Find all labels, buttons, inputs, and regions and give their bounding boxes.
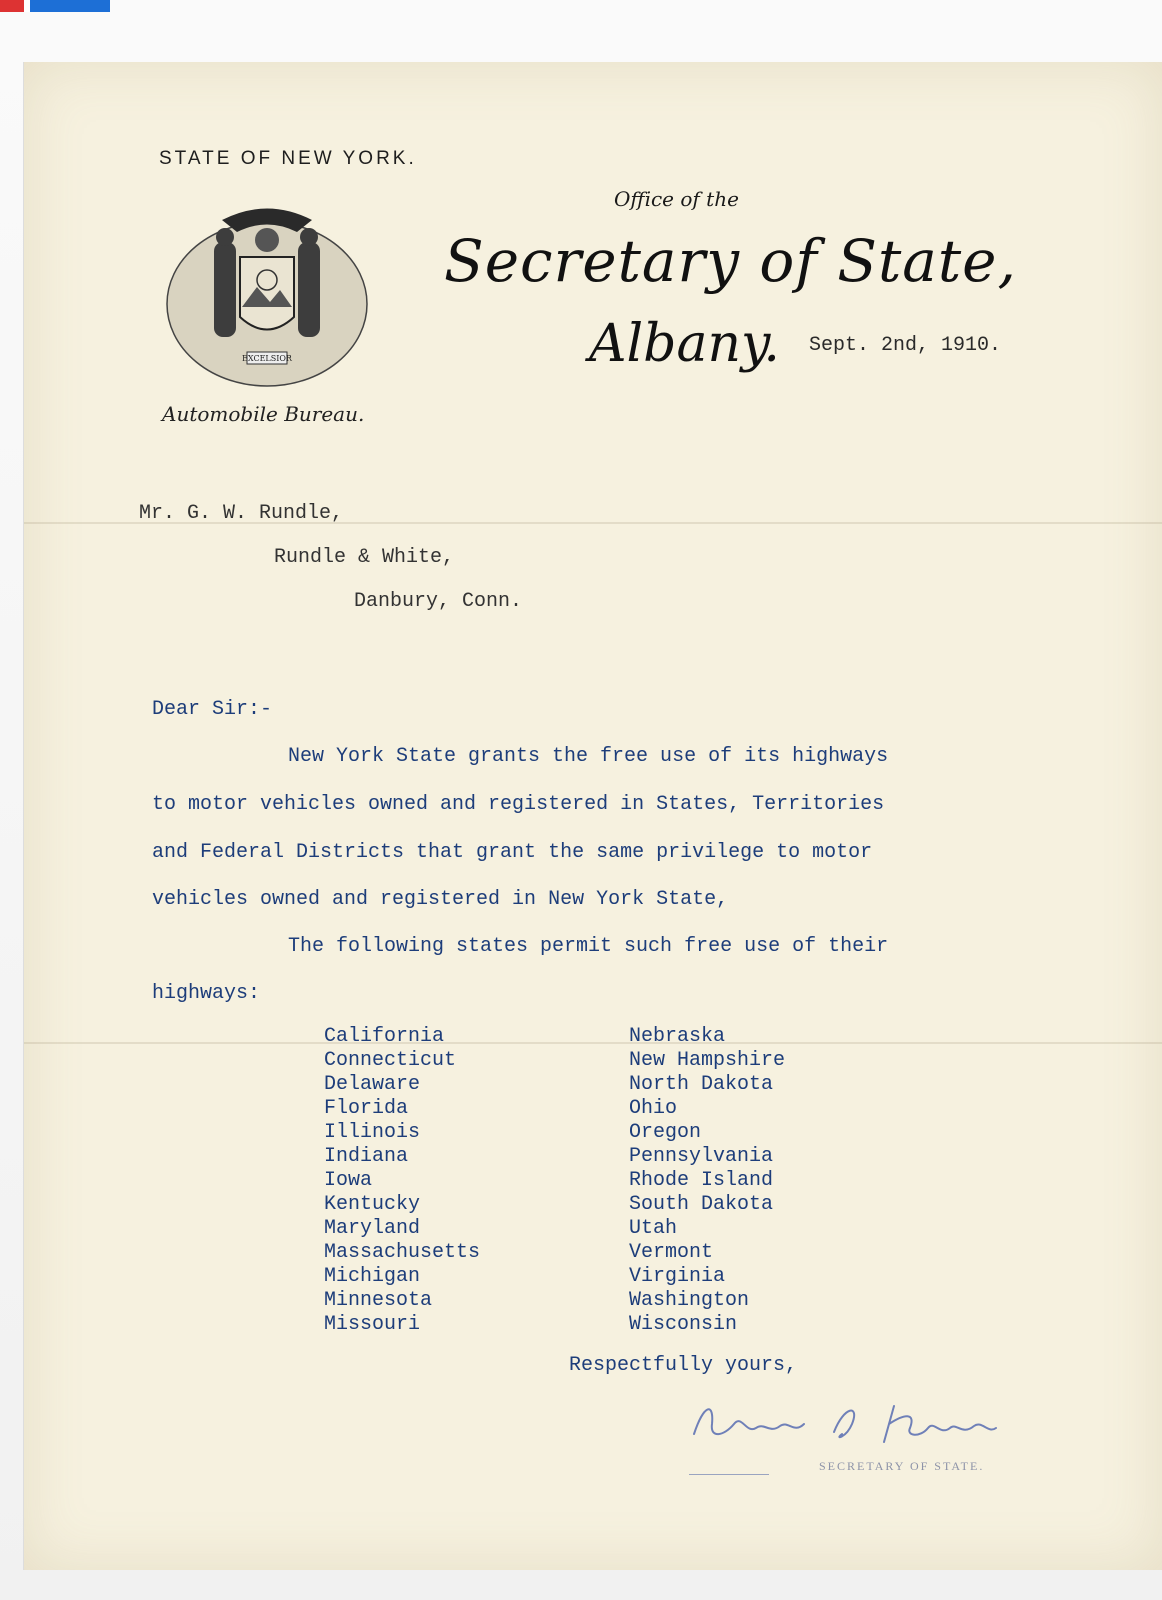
closing: Respectfully yours, (569, 1354, 798, 1377)
list-item: Wisconsin (629, 1313, 738, 1336)
body-line: The following states permit such free use of their (288, 935, 889, 958)
list-item: Oregon (629, 1121, 702, 1144)
state-seal-icon (162, 192, 372, 392)
office-city: Albany. (589, 314, 780, 374)
body-line: and Federal Districts that grant the same privilege to motor (152, 841, 873, 864)
list-item: Delaware (324, 1073, 421, 1096)
body-line: New York State grants the free use of its highways (288, 745, 889, 768)
state-heading: STATE OF NEW YORK. (159, 148, 417, 169)
recipient-location: Danbury, Conn. (354, 590, 523, 613)
fold-line (24, 1042, 1162, 1044)
states-list-right (629, 1025, 785, 1337)
signature-title: SECRETARY OF STATE. (819, 1459, 985, 1473)
list-item: Michigan (324, 1265, 421, 1288)
list-item: Washington (629, 1289, 750, 1312)
list-item: Florida (324, 1097, 409, 1120)
list-item: Nebraska (629, 1025, 726, 1048)
list-item: Ohio (629, 1097, 678, 1120)
list-item: California (324, 1025, 445, 1048)
states-list-left (324, 1025, 480, 1337)
list-item: North Dakota (629, 1073, 774, 1096)
list-item: Vermont (629, 1241, 714, 1264)
list-item: Indiana (324, 1145, 409, 1168)
office-title: Secretary of State, (444, 227, 1017, 295)
list-item: New Hampshire (629, 1049, 786, 1072)
corner-label-mark (0, 0, 130, 12)
office-of-label: Office of the (614, 187, 739, 211)
list-item: Rhode Island (629, 1169, 774, 1192)
body-line: to motor vehicles owned and registered in States, Territories (152, 793, 885, 816)
list-item: Massachusetts (324, 1241, 481, 1264)
list-item: Kentucky (324, 1193, 421, 1216)
bureau-name: Automobile Bureau. (162, 402, 365, 426)
list-item: Utah (629, 1217, 678, 1240)
salutation: Dear Sir:- (152, 698, 273, 721)
letter-date: Sept. 2nd, 1910. (809, 334, 1002, 357)
recipient-company: Rundle & White, (274, 546, 455, 569)
list-item: South Dakota (629, 1193, 774, 1216)
body-line: vehicles owned and registered in New York State, (152, 888, 729, 911)
list-item: Maryland (324, 1217, 421, 1240)
body-line: highways: (152, 982, 261, 1005)
list-item: Missouri (324, 1313, 421, 1336)
list-item: Illinois (324, 1121, 421, 1144)
list-item: Iowa (324, 1169, 373, 1192)
list-item: Virginia (629, 1265, 726, 1288)
list-item: Minnesota (324, 1289, 433, 1312)
recipient-name: Mr. G. W. Rundle, (139, 502, 344, 525)
signature-rule (689, 1474, 769, 1475)
letter-paper (24, 62, 1162, 1570)
list-item: Connecticut (324, 1049, 457, 1072)
list-item: Pennsylvania (629, 1145, 774, 1168)
signature-icon (684, 1394, 1024, 1454)
seal-motto: EXCELSIOR (242, 354, 292, 363)
